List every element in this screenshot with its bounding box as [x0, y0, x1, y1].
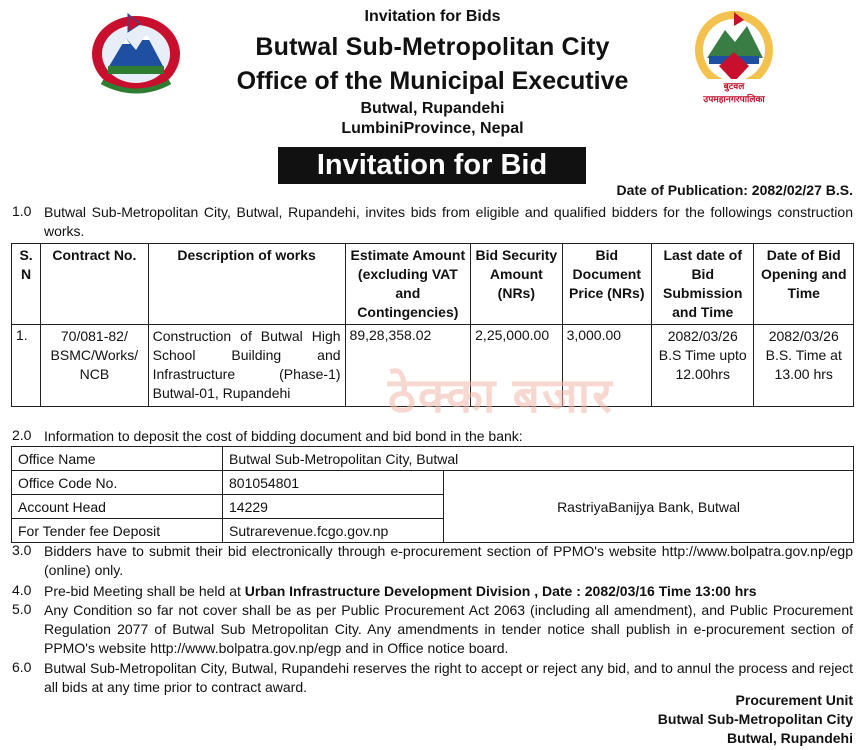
cell-contract: 70/081-82/ BSMC/Works/ NCB	[41, 325, 149, 407]
cell-sn: 1.	[12, 325, 41, 407]
table-row	[12, 447, 854, 471]
cell-estimate: 89,28,358.02	[345, 325, 471, 407]
header-city-name: Butwal Sub-Metropolitan City	[255, 33, 610, 61]
section-6-text: Butwal Sub-Metropolitan City, Butwal, Rupandehi reserves the right to accept or reject any bid, and to annul the process and reject all bids at any time prior to contract award.	[44, 660, 853, 695]
cell-opening: 2082/03/26 B.S. Time at 13.00 hrs	[754, 325, 854, 407]
bank-table	[11, 446, 854, 543]
header-office-name: Office of the Municipal Executive	[236, 67, 629, 95]
cell-description: Construction of Butwal High School Building and Infrastructure (Phase-1) Butwal-01, Rupandehi	[148, 325, 345, 407]
section-5-text: Any Condition so far not cover shall be as per Public Procurement Act 2063 (including all amendment), and Public Procurement Regulation 2077 of Butwal Sub Metropolitan City. Any amendments in tender notice shall publish in e-procurement section of PPMO's website http://www.bolpatra.gov.np/egp and in Office notice board.	[44, 602, 853, 656]
office-code-label: Office Code No.	[12, 471, 223, 495]
header-estimate: Estimate Amount (excluding VAT and Contingencies)	[345, 244, 471, 325]
cell-last-date: 2082/03/26 B.S Time upto 12.00hrs	[651, 325, 753, 407]
header-small-title: Invitation for Bids	[364, 8, 501, 25]
header-price: Bid Document Price (NRs)	[562, 244, 651, 325]
signature-line3: Butwal, Rupandehi	[727, 730, 853, 746]
section-2-text: Information to deposit the cost of bidding document and bid bond in the bank:	[44, 428, 523, 444]
header-sn: S. N	[12, 244, 41, 325]
office-code-value: 801054801	[223, 471, 444, 495]
section-3-text: Bidders have to submit their bid electronically through e-procurement section of PPMO's website http://www.bolpatra.gov.np/egp (online) only.	[44, 543, 853, 578]
header-opening: Date of Bid Opening and Time	[754, 244, 854, 325]
header-description: Description of works	[148, 244, 345, 325]
table-row	[12, 471, 854, 495]
watermark-text: ठेक्का बजार	[388, 370, 614, 423]
section-3-number: 3.0	[12, 542, 32, 558]
tender-fee-label: For Tender fee Deposit	[12, 519, 223, 543]
office-name-label: Office Name	[12, 447, 223, 471]
header-address-line1: Butwal, Rupandehi	[360, 100, 505, 117]
section-2-number: 2.0	[12, 427, 32, 443]
signature-line1: Procurement Unit	[735, 692, 853, 708]
section-1-number: 1.0	[12, 203, 32, 219]
section-4-text	[44, 582, 853, 601]
publication-date: Date of Publication: 2082/02/27 B.S.	[616, 182, 853, 198]
bid-table-header-row	[12, 244, 854, 325]
cell-price: 3,000.00	[562, 325, 651, 407]
account-head-label: Account Head	[12, 495, 223, 519]
tender-fee-value: Sutrarevenue.fcgo.gov.np	[223, 519, 444, 543]
office-name-value: Butwal Sub-Metropolitan City, Butwal	[223, 447, 854, 471]
notice-title: Invitation for Bid	[278, 147, 586, 184]
bank-name: RastriyaBanijya Bank, Butwal	[444, 471, 854, 543]
section-4-text-a: Pre-bid Meeting shall be held at	[44, 583, 245, 599]
section-4-number: 4.0	[12, 582, 32, 598]
cell-security: 2,25,000.00	[471, 325, 562, 407]
header-contract: Contract No.	[41, 244, 149, 325]
header-last-date: Last date of Bid Submission and Time	[651, 244, 753, 325]
account-head-value: 14229	[223, 495, 444, 519]
signature-line2: Butwal Sub-Metropolitan City	[657, 711, 853, 727]
section-6-number: 6.0	[12, 659, 32, 675]
right-logo-text: बुटवल उपमहानगरपालिका	[692, 79, 776, 105]
section-1-text: Butwal Sub-Metropolitan City, Butwal, Rupandehi, invites bids from eligible and qualified bidders for the followings construction works.	[44, 204, 853, 239]
section-4-text-b: Urban Infrastructure Development Division , Date : 2082/03/16 Time 13:00 hrs	[244, 583, 757, 599]
header-address-line2: LumbiniProvince, Nepal	[341, 120, 524, 137]
section-5-number: 5.0	[12, 601, 32, 617]
header-security: Bid Security Amount (NRs)	[471, 244, 562, 325]
